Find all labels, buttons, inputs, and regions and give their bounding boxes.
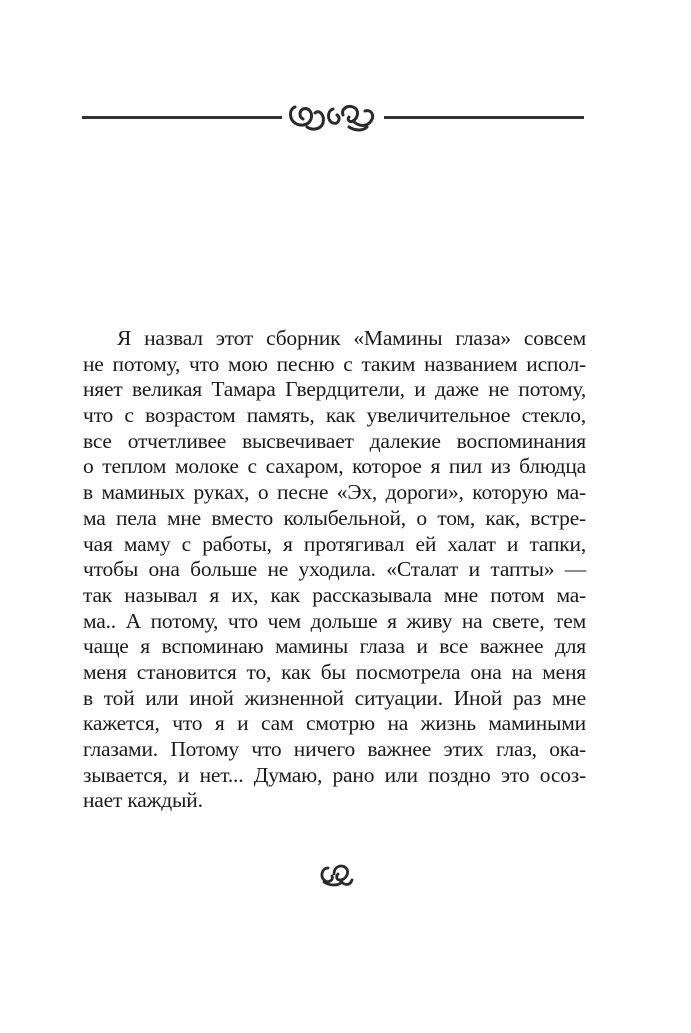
text-line: чая маму с работы, я протягивал ей халат и тапки, — [83, 531, 586, 556]
text-line: меня становится то, как бы посмотрела она на меня — [83, 659, 586, 684]
text-line: няет великая Тамара Гвердцители, и даже не потому, — [83, 377, 586, 402]
text-line: Я назвал этот сборник «Мамины глаза» совсем — [117, 326, 586, 350]
text-line: ма пела мне вместо колыбельной, о том, как, встре- — [83, 505, 586, 530]
text-line: так называл я их, как рассказывала мне потом ма- — [83, 582, 586, 607]
text-line: о теплом молоке с сахаром, которое я пил из блюдца — [83, 454, 586, 479]
text-line: все отчетливее высвечивает далекие воспоминания — [83, 428, 586, 453]
text-line: нает каждый. — [83, 788, 203, 813]
text-line: глазами. Потому что ничего важнее этих глаз, ока- — [83, 737, 586, 761]
divider-rule-right — [384, 116, 584, 119]
text-line: в маминых руках, о песне «Эх, дороги», которую ма- — [83, 480, 586, 505]
text-line: кажется, что я и сам смотрю на жизнь мамиными — [83, 711, 586, 736]
bottom-ornament — [316, 860, 356, 893]
flourish-end-icon — [316, 860, 356, 888]
divider-rule-left — [82, 116, 282, 119]
flourish-divider-icon — [287, 99, 379, 135]
text-line: чаще я вспоминаю мамины глаза и все важнее для — [83, 634, 586, 659]
text-line: чтобы она больше не уходила. «Сталат и тапты» — — [83, 557, 586, 582]
text-line: в той или иной жизненной ситуации. Иной раз мне — [83, 685, 586, 710]
top-ornament-divider — [82, 97, 584, 137]
text-line: ма.. А потому, что чем дольше я живу на свете, тем — [83, 608, 586, 633]
text-line: не потому, что мою песню с таким названием испол- — [83, 351, 586, 376]
main-paragraph — [83, 326, 586, 814]
text-line: что с возрастом память, как увеличительное стекло, — [83, 403, 586, 428]
text-line: зывается, и нет... Думаю, рано или поздно это осоз- — [83, 762, 586, 787]
